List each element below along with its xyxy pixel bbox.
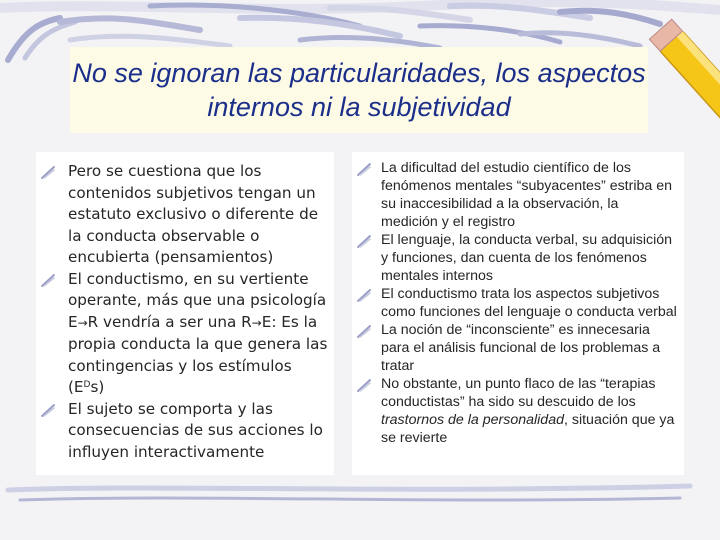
right-column xyxy=(352,152,684,475)
left-bullet-list xyxy=(36,152,334,463)
pen-stroke-icon xyxy=(356,161,372,177)
list-item-text-part: s) xyxy=(90,378,105,396)
list-item-text-part: E: Es la propia conducta la que genera las contingencias y los estímulos (E xyxy=(68,312,328,396)
list-item xyxy=(68,399,330,464)
pen-stroke-icon xyxy=(356,233,372,249)
list-item-text: Pero se cuestiona que los contenidos subjetivos tengan un estatuto exclusivo o diferente de la conducta observable o encubierta (pensamientos) xyxy=(68,162,319,266)
pen-stroke-icon xyxy=(356,323,372,339)
list-item xyxy=(381,375,678,447)
list-item xyxy=(381,285,678,321)
list-item-text-part: El conductismo, en su vertiente operante, más que una psicología E xyxy=(68,269,327,331)
pen-stroke-icon xyxy=(356,287,372,303)
list-item-text: El sujeto se comporta y las consecuencias de sus acciones lo influyen interactivamente xyxy=(68,399,323,461)
list-item xyxy=(381,321,678,375)
list-item-text-part: R vendría a ser una R xyxy=(87,312,252,331)
list-item-text: La dificultad del estudio científico de los fenómenos mentales “subyacentes” estriba en su inaccesibilidad a la observación, la medición y el registro xyxy=(381,160,673,230)
list-item xyxy=(68,269,330,399)
arrow-symbol: → xyxy=(77,315,88,330)
list-item-text-part: No obstante, un punto flaco de las “terapias conductistas” ha sido su descuido de los xyxy=(381,376,656,410)
left-column xyxy=(36,152,334,475)
superscript: D xyxy=(83,380,91,390)
list-item-text: El conductismo trata los aspectos subjetivos como funciones del lenguaje o conducta verbal xyxy=(381,286,677,320)
slide-title: No se ignoran las particularidades, los aspectos internos ni la subjetividad xyxy=(72,58,646,122)
pen-stroke-icon xyxy=(40,272,56,288)
right-bullet-list xyxy=(352,152,684,447)
list-item-text-part: , situación que ya se revierte xyxy=(381,412,675,446)
title-box xyxy=(70,47,648,133)
list-item xyxy=(381,231,678,285)
list-item-text: El lenguaje, la conducta verbal, su adquisición y funciones, dan cuenta de los fenómenos mentales internos xyxy=(381,232,673,284)
italic-term: trastornos de la personalidad xyxy=(381,412,564,428)
list-item-text: La noción de “inconsciente” es innecesaria para el análisis funcional de los problemas a tratar xyxy=(381,322,661,374)
pen-stroke-icon xyxy=(40,164,56,180)
arrow-symbol: → xyxy=(251,315,262,330)
pen-stroke-icon xyxy=(40,402,56,418)
list-item xyxy=(381,159,678,231)
pen-stroke-icon xyxy=(356,377,372,393)
list-item xyxy=(68,161,330,269)
